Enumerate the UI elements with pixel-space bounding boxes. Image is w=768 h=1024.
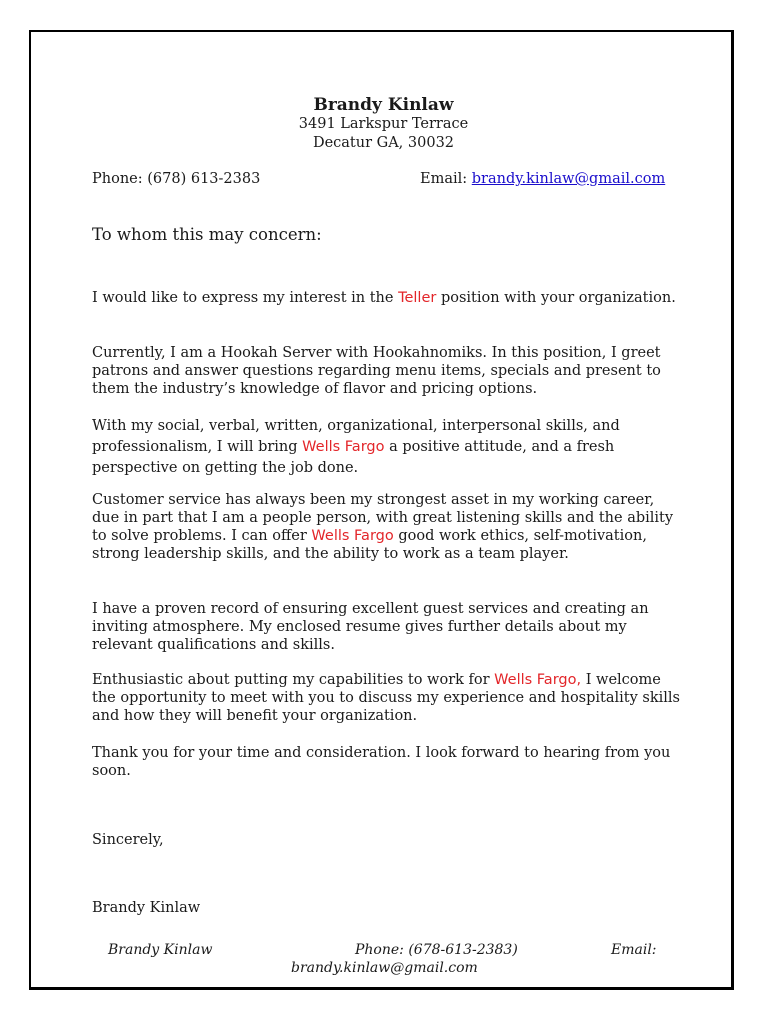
paragraph-3-text-b: a positive attitude, and a fresh perspective on getting the job done. [92,439,615,476]
footer-email-label: Email: [611,942,657,958]
letter-page [29,30,734,990]
footer-phone: Phone: (678-613-2383) [355,942,518,958]
signer-name: Brandy Kinlaw [92,900,201,916]
email-link[interactable]: brandy.kinlaw@gmail.com [471,171,666,187]
email-block [420,171,665,187]
footer-name: Brandy Kinlaw [108,942,213,958]
paragraph-7: Thank you for your time and consideration. I look forward to hearing from you soon. [92,745,671,779]
address-line-1: 3491 Larkspur Terrace [298,116,469,132]
paragraph-6 [92,671,682,725]
paragraph-1-text-a: I would like to express my interest in the [92,290,399,306]
salutation: To whom this may concern: [92,225,322,244]
paragraph-6-text-b: I welcome the opportunity to meet with you to discuss my experience and hospitality skills and how they will benefit your organization. [92,672,680,724]
paragraph-3-highlight: Wells Fargo [302,439,385,455]
sender-name: Brandy Kinlaw [313,95,454,115]
paragraph-2: Currently, I am a Hookah Server with Hookahnomiks. In this position, I greet patrons and answer questions regarding menu items, specials and present to them the industry’s knowledge of flavor and pricing options. [92,345,661,397]
paragraph-4-text-b: good work ethics, self-motivation, strong leadership skills, and the ability to work as a team player. [92,528,647,562]
email-label: Email: [420,171,472,187]
paragraph-1 [92,289,682,307]
paragraph-5: I have a proven record of ensuring excellent guest services and creating an inviting atmosphere. My enclosed resume gives further details about my relevant qualifications and skills. [92,601,649,653]
paragraph-1-highlight: Teller [398,290,437,306]
paragraph-4-highlight: Wells Fargo [311,528,394,544]
paragraph-3-text-a: With my social, verbal, written, organizational, interpersonal skills, and professionalism, I will bring [92,418,620,455]
footer-email: brandy.kinlaw@gmail.com [291,960,478,976]
paragraph-6-text-a: Enthusiastic about putting my capabilities to work for [92,672,495,688]
paragraph-4-text-a: Customer service has always been my strongest asset in my working career, due in part that I am a people person, with great listening skills and the ability to solve problems. I can offer [92,492,674,544]
paragraph-6-highlight: Wells Fargo, [494,672,582,688]
closing: Sincerely, [92,832,164,848]
paragraph-3 [92,416,682,479]
phone-number: Phone: (678) 613-2383 [92,171,261,187]
paragraph-4 [92,491,682,563]
address-line-2: Decatur GA, 30032 [312,135,455,151]
paragraph-1-text-b: position with your organization. [436,290,676,306]
